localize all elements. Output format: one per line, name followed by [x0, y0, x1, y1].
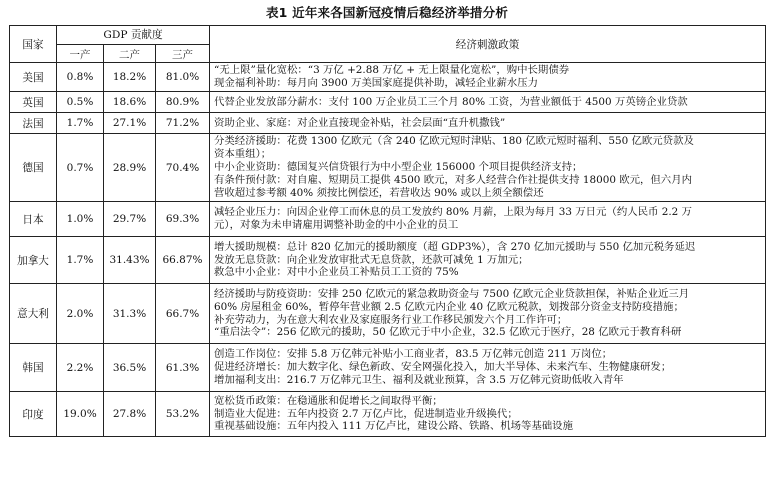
gdp-tertiary-cell: 70.4% [156, 134, 210, 202]
policy-line: 救急中小企业：对中小企业员工补贴员工工资的 75% [214, 266, 459, 279]
country-cell: 德国 [10, 134, 57, 202]
gdp-primary-cell: 1.7% [57, 237, 104, 284]
policy-line: 元），对象为未申请雇用调整补助金的中小企业的员工 [214, 219, 459, 231]
gdp-tertiary-cell: 71.2% [156, 113, 210, 134]
header-country: 国家 [10, 26, 57, 63]
policy-line: 分类经济援助：花费 1300 亿欧元（含 240 亿欧元短时津贴、180 亿欧元短时福利、550 亿欧元贷款及 [214, 135, 694, 148]
policy-cell [210, 63, 766, 92]
table-row [10, 113, 766, 134]
policy-cell [210, 392, 766, 437]
policy-cell [210, 284, 766, 344]
country-cell: 韩国 [10, 344, 57, 392]
country-cell: 印度 [10, 392, 57, 437]
policy-cell [210, 134, 766, 202]
country-cell: 英国 [10, 92, 57, 113]
table-row [10, 63, 766, 92]
gdp-primary-cell: 0.8% [57, 63, 104, 92]
country-cell: 美国 [10, 63, 57, 92]
policy-line: 60% 房屋租金 60%，暂停年营业额 2.5 亿欧元内企业 40 亿欧元税款，划拨部分资金支持防疫措施； [214, 300, 684, 313]
policy-line: 发放无息贷款：向企业发放审批式无息贷款，还款可减免 1 万加元； [214, 253, 529, 266]
table-header [10, 26, 766, 63]
policy-cell [210, 113, 766, 134]
gdp-secondary-cell: 31.3% [104, 284, 156, 344]
policy-line: 促进经济增长：加大数字化、绿色新政、安全网强化投入，加大半导体、未来汽车、生物健康研发； [214, 361, 672, 374]
gdp-secondary-cell: 29.7% [104, 202, 156, 237]
gdp-secondary-cell: 31.43% [104, 237, 156, 284]
gdp-primary-cell: 0.5% [57, 92, 104, 113]
country-cell: 加拿大 [10, 237, 57, 284]
policy-line: 营收超过参考额 40% 须按比例偿还，若营收达 90% 或以上须全额偿还 [214, 186, 544, 199]
policy-cell [210, 92, 766, 113]
policy-line: 经济援助与防疫资助：安排 250 亿欧元的紧急救助资金与 7500 亿欧元企业贷款担保，补贴企业近三月 [214, 287, 690, 300]
header-primary: 一产 [57, 44, 104, 63]
gdp-secondary-cell: 36.5% [104, 344, 156, 392]
gdp-tertiary-cell: 81.0% [156, 63, 210, 92]
gdp-tertiary-cell: 80.9% [156, 92, 210, 113]
policy-line: 制造业大促进：五年内投资 2.7 万亿卢比，促进制造业升级换代； [214, 407, 518, 420]
table-row [10, 92, 766, 113]
policy-line: 资助企业、家庭：对企业直接现金补贴，社会层面“直升机撒钱” [214, 116, 506, 129]
gdp-tertiary-cell: 69.3% [156, 202, 210, 237]
country-cell: 法国 [10, 113, 57, 134]
policy-cell [210, 344, 766, 392]
policy-line: 中小企业资助：德国复兴信贷银行为中小型企业 156000 个项目提供经济支持； [214, 161, 583, 174]
policy-line: 宽松货币政策：在稳通胀和促增长之间取得平衡； [214, 394, 443, 407]
policy-line: 创造工作岗位：安排 5.8 万亿韩元补贴小工商业者，83.5 万亿韩元创造 211 万岗位； [214, 348, 613, 361]
table-title: 表1 近年来各国新冠疫情后稳经济举措分析 [265, 5, 509, 20]
country-cell: 日本 [10, 202, 57, 237]
table-row [10, 392, 766, 437]
gdp-secondary-cell: 27.1% [104, 113, 156, 134]
header-policy: 经济刺激政策 [210, 26, 766, 63]
policy-line: 现金福利补助：每月向 3900 万美国家庭提供补助，减轻企业薪水压力 [214, 77, 539, 89]
gdp-tertiary-cell: 53.2% [156, 392, 210, 437]
policy-cell [210, 237, 766, 284]
policy-line: 减轻企业压力：向因企业停工而休息的员工发放约 80% 月薪，上限为每月 33 万日元（约人民币 2.2 万 [214, 206, 692, 219]
gdp-primary-cell: 19.0% [57, 392, 104, 437]
policy-line: 增大援助规模：总计 820 亿加元的援助额度（超 GDP3%），含 270 亿加元援助与 550 亿加元税务延迟 [214, 240, 696, 253]
country-cell: 意大利 [10, 284, 57, 344]
policy-cell [210, 202, 766, 237]
policy-table [9, 25, 766, 437]
gdp-secondary-cell: 28.9% [104, 134, 156, 202]
gdp-tertiary-cell: 66.87% [156, 237, 210, 284]
policy-line: 资本重组）； [214, 148, 272, 161]
gdp-primary-cell: 2.2% [57, 344, 104, 392]
policy-line: 补充劳动力，为在意大利农业及家庭服务行业工作移民颁发六个月工作许可； [214, 313, 568, 326]
header-gdp: GDP 贡献度 [57, 26, 210, 45]
gdp-primary-cell: 1.7% [57, 113, 104, 134]
policy-line: “无上限”量化宽松：“3 万亿 +2.88 万亿 + 无上限量化宽松”，购中长期债券 [214, 64, 570, 77]
policy-line: 重视基础设施：五年内投入 111 万亿卢比，建设公路、铁路、机场等基础设施 [214, 420, 573, 433]
table-row [10, 134, 766, 202]
gdp-secondary-cell: 18.2% [104, 63, 156, 92]
gdp-secondary-cell: 27.8% [104, 392, 156, 437]
table-row [10, 237, 766, 284]
policy-line: “重启法令”：256 亿欧元的援助，50 亿欧元于中小企业，32.5 亿欧元于医疗，28 亿欧元于教育科研 [214, 326, 682, 339]
table-row [10, 344, 766, 392]
gdp-tertiary-cell: 66.7% [156, 284, 210, 344]
table-body [10, 63, 766, 437]
table-row [10, 202, 766, 237]
gdp-primary-cell: 2.0% [57, 284, 104, 344]
header-tertiary: 三产 [156, 44, 210, 63]
gdp-primary-cell: 0.7% [57, 134, 104, 202]
gdp-secondary-cell: 18.6% [104, 92, 156, 113]
table-row [10, 284, 766, 344]
gdp-tertiary-cell: 61.3% [156, 344, 210, 392]
gdp-primary-cell: 1.0% [57, 202, 104, 237]
policy-line: 代替企业发放部分薪水：支付 100 万企业员工三个月 80% 工资，为营业额低于 4500 万英镑企业贷款 [214, 95, 688, 108]
policy-line: 有条件预付款：对自雇、短期员工提供 4500 欧元，对多人经营合作社提供支持 18000 欧元，但六月内 [214, 173, 692, 186]
header-secondary: 二产 [104, 44, 156, 63]
policy-line: 增加福利支出：216.7 万亿韩元卫生、福利及就业预算，含 3.5 万亿韩元资助低收入青年 [214, 373, 624, 386]
